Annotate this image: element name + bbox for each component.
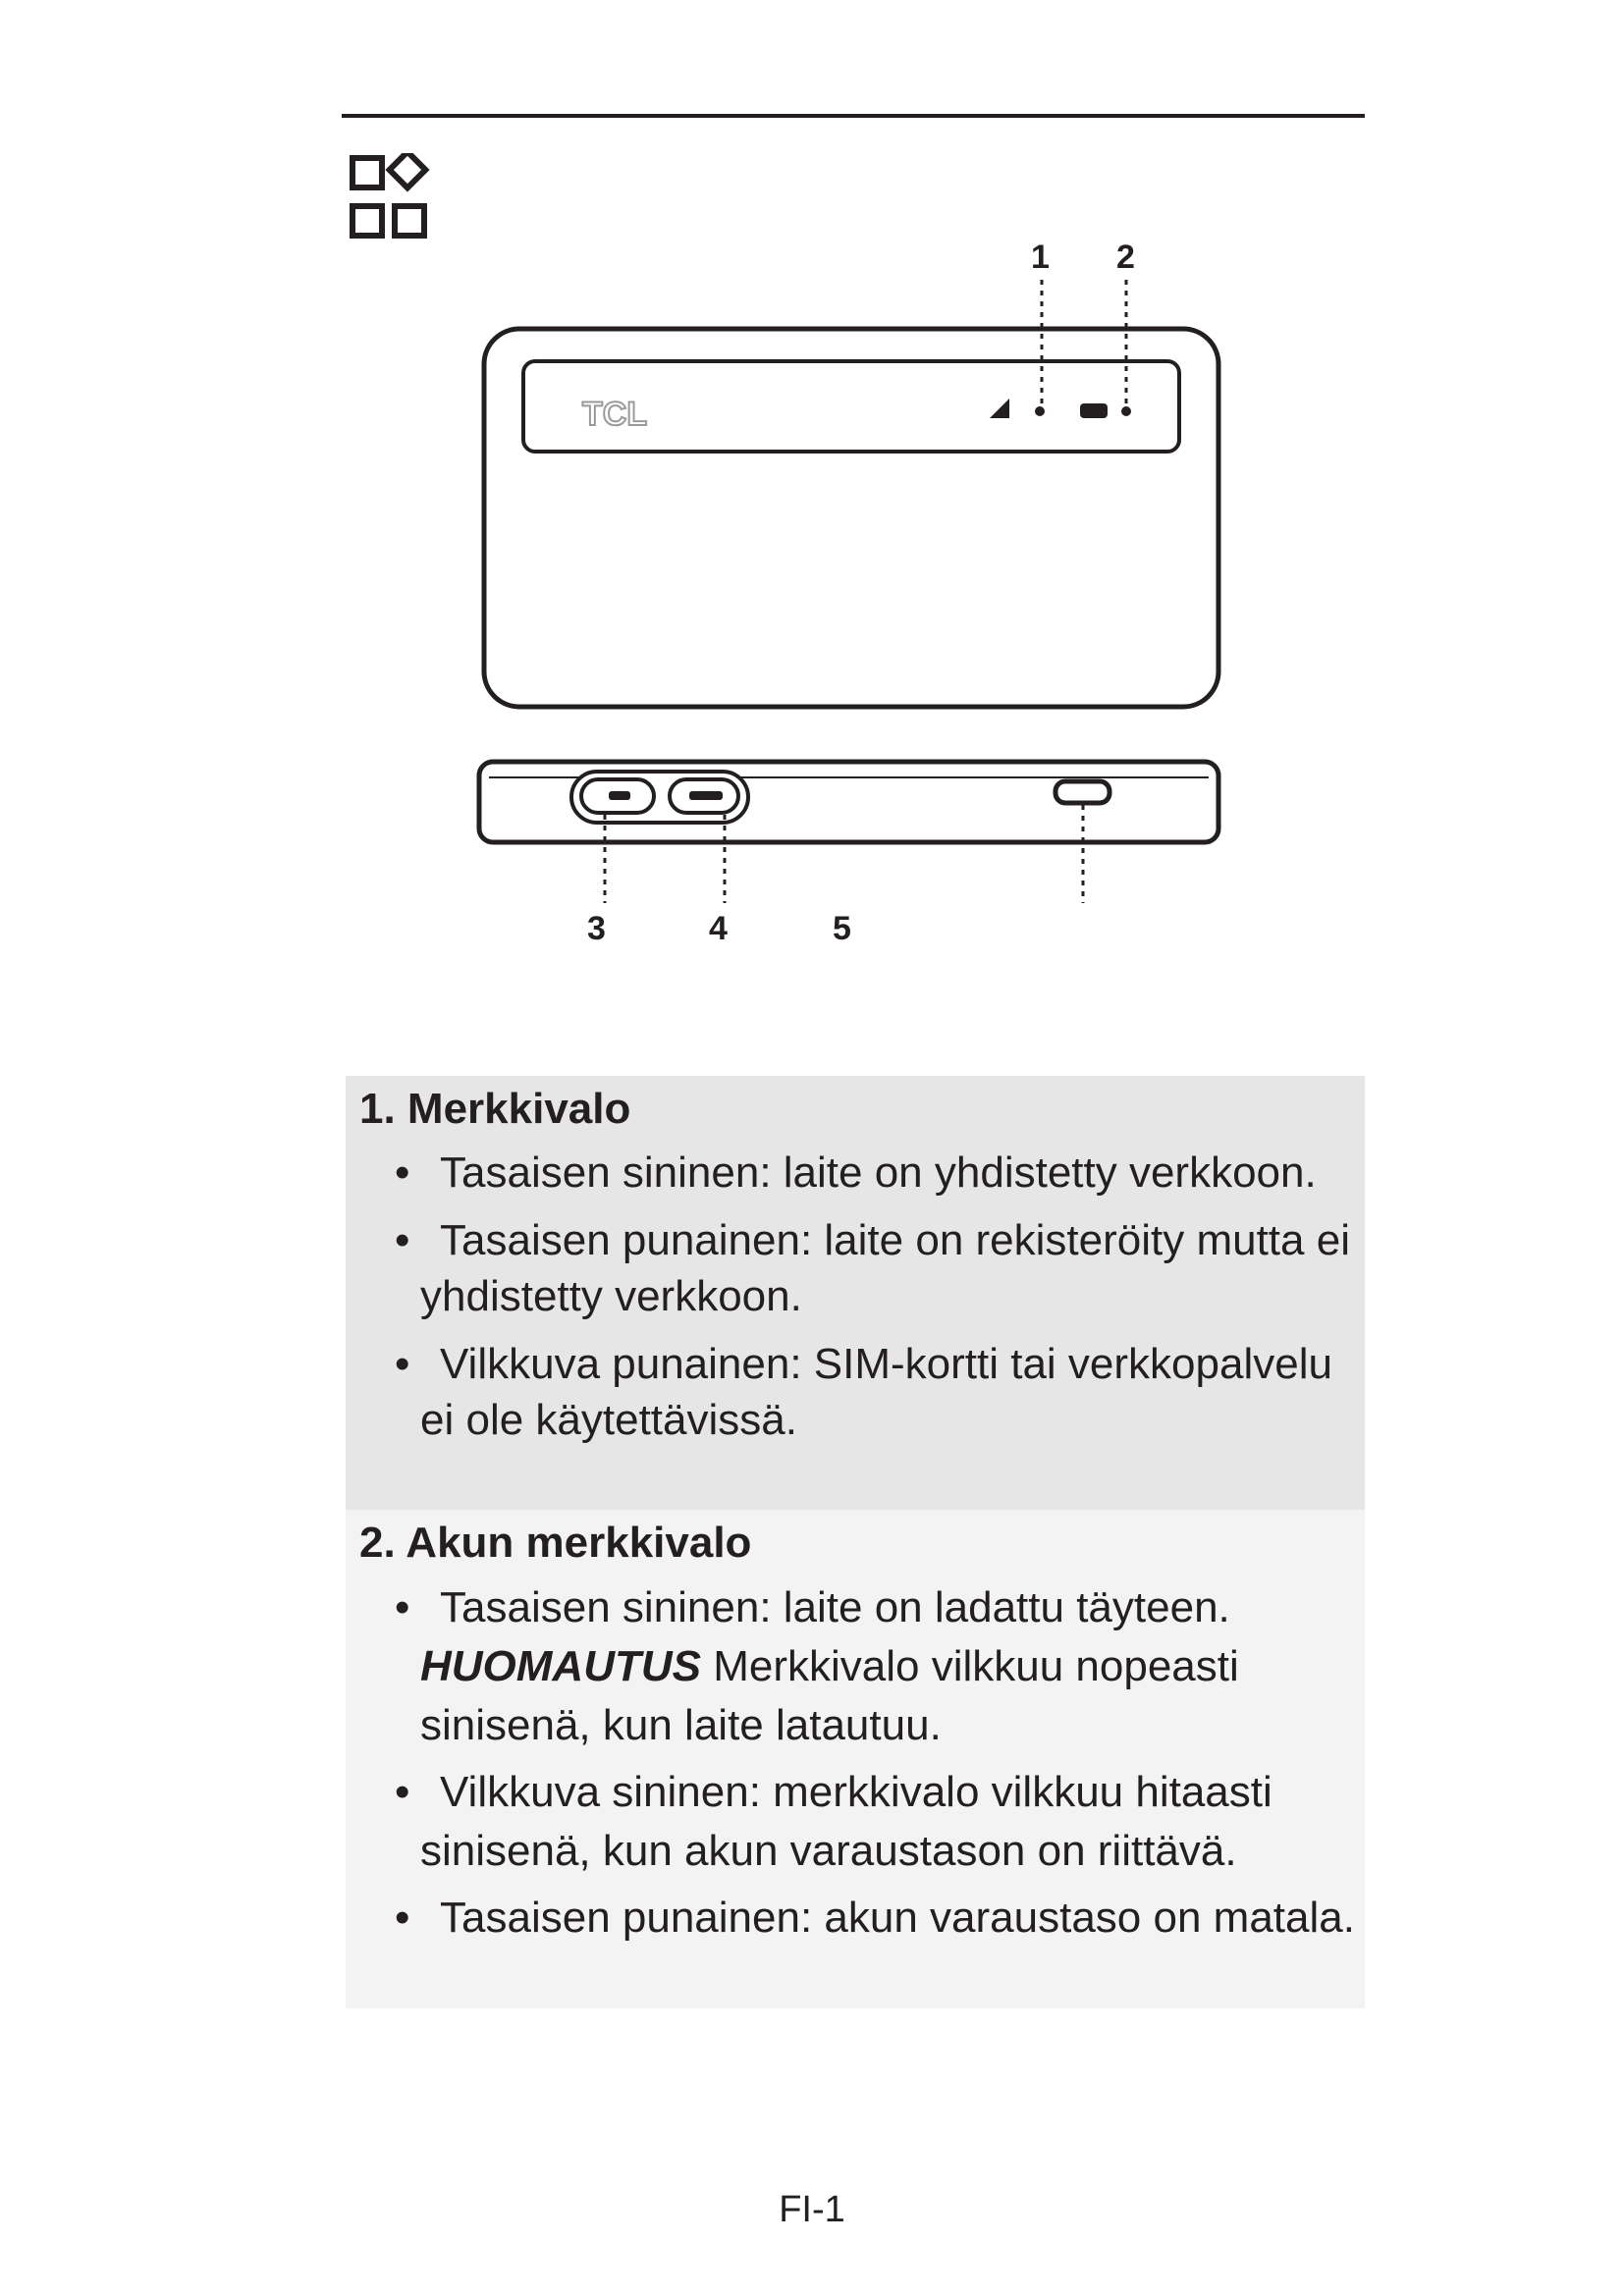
item-text: Vilkkuva punainen: SIM-kortti tai verkkopalvelu ei ole käytettävissä. (420, 1340, 1332, 1444)
section-heading: 1. Merkkivalo (359, 1085, 631, 1133)
device-side-view (479, 762, 1218, 903)
callout-5: 5 (833, 910, 851, 947)
bullet: • (395, 1148, 410, 1197)
note-label: HUOMAUTUS (420, 1642, 701, 1690)
list-item (346, 1145, 1365, 1201)
apps-grid-icon (350, 153, 438, 241)
list-item (346, 1763, 1365, 1881)
item-text: Tasaisen punainen: akun varaustaso on matala. (440, 1894, 1355, 1942)
section-heading: 2. Akun merkkivalo (359, 1519, 752, 1567)
battery-indicator-section (346, 1510, 1365, 2008)
bullet: • (395, 1894, 410, 1942)
item-text: Tasaisen punainen: laite on rekisteröity mutta ei yhdistetty verkkoon. (420, 1216, 1350, 1320)
list-item (346, 1212, 1365, 1324)
indicator-section (346, 1076, 1365, 1510)
list-item (346, 1578, 1365, 1755)
bullet: • (395, 1340, 410, 1388)
network-led (1035, 406, 1045, 416)
item-list (346, 1145, 1365, 1460)
callout-2: 2 (1116, 239, 1135, 276)
battery-icon (1080, 403, 1108, 418)
item-text: Tasaisen sininen: laite on ladattu täyteen. (440, 1583, 1230, 1631)
note-text: Merkkivalo vilkkuu nopeasti sinisenä, kun laite latautuu. (420, 1642, 1239, 1749)
usb-port (1056, 781, 1110, 803)
top-rule (342, 114, 1365, 118)
list-item (346, 1336, 1365, 1448)
battery-led (1121, 406, 1131, 416)
callout-4: 4 (709, 910, 728, 947)
page-number: FI-1 (779, 2189, 845, 2230)
list-item (346, 1889, 1365, 1948)
callout-3: 3 (587, 910, 606, 947)
item-list (346, 1578, 1365, 1955)
item-text: Vilkkuva sininen: merkkivalo vilkkuu hitaasti sinisenä, kun akun varaustason on riittävä. (420, 1768, 1272, 1875)
bullet: • (395, 1583, 410, 1631)
bullet: • (395, 1768, 410, 1816)
device-diagram (461, 226, 1247, 972)
item-text: Tasaisen sininen: laite on yhdistetty verkkoon. (440, 1148, 1317, 1197)
bullet: • (395, 1216, 410, 1264)
callout-1: 1 (1031, 239, 1050, 276)
device-front-view (484, 280, 1218, 707)
brand-logo: TCL (582, 396, 648, 433)
